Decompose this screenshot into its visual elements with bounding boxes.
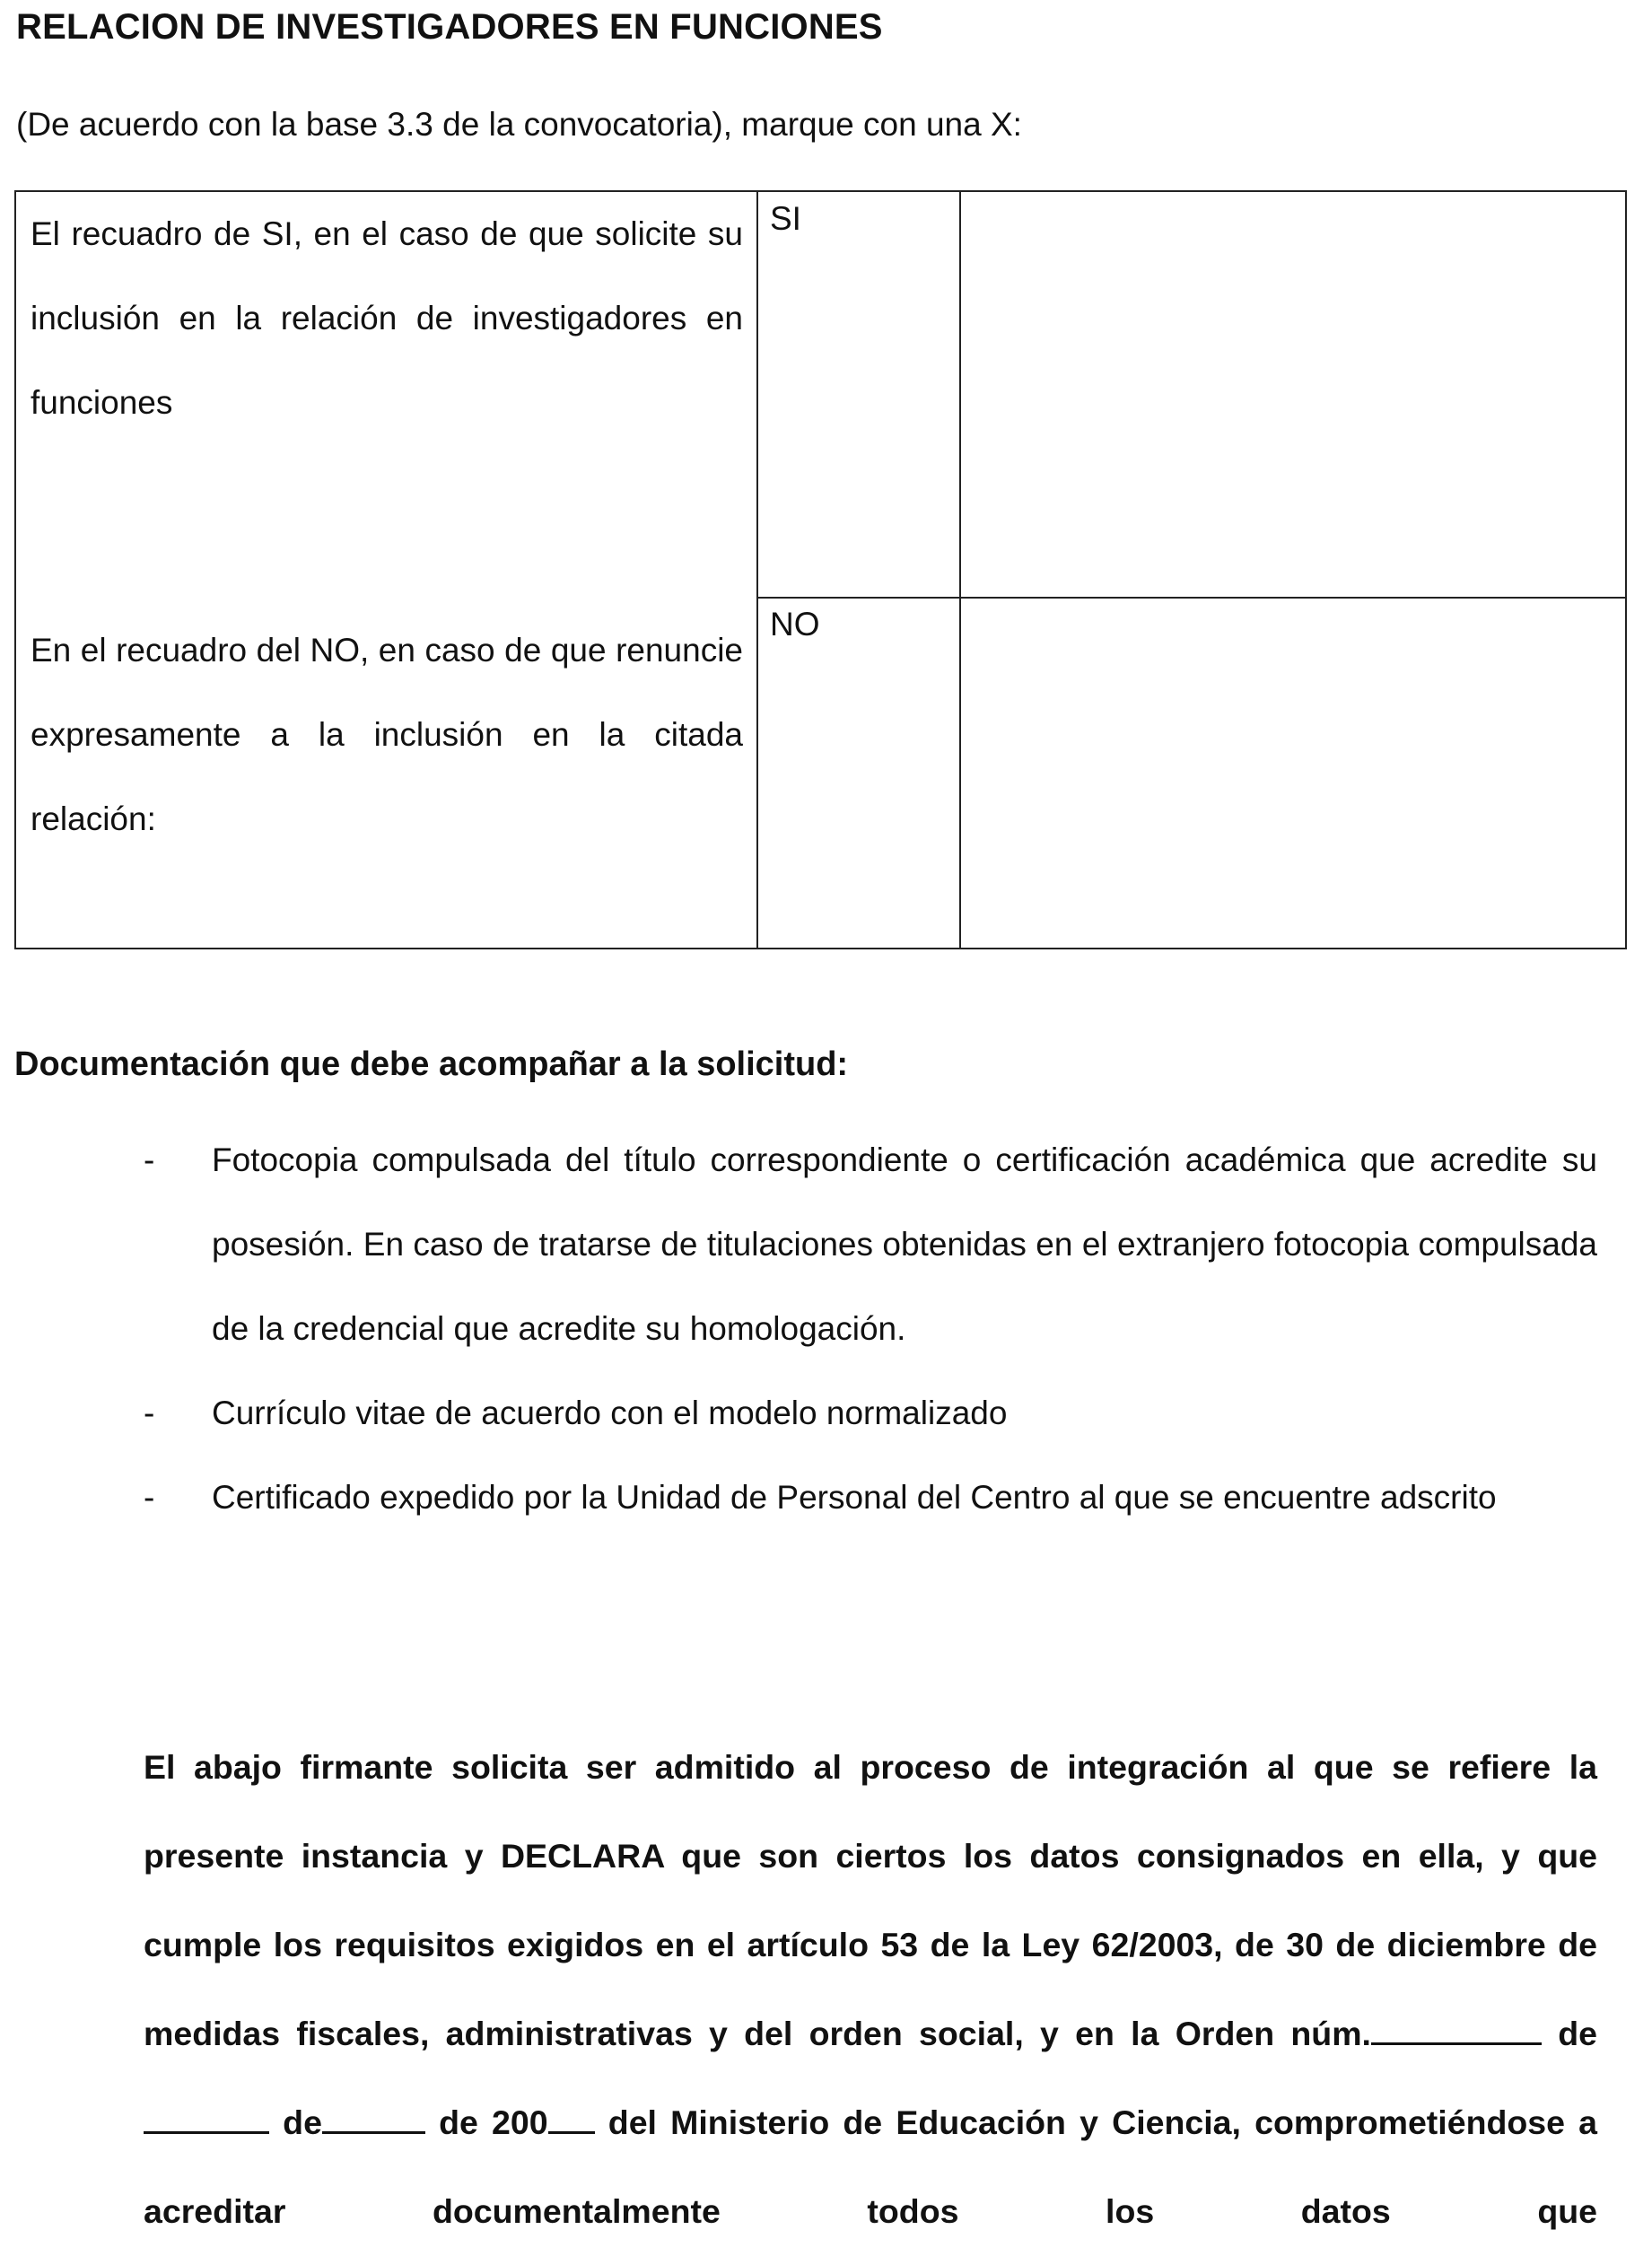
declaration-text-2: del Ministerio de Educación y Ciencia, comprometiéndose a acreditar documentalmente todos los datos que	[144, 2103, 1598, 2230]
documentation-title: Documentación que debe acompañar a la solicitud:	[14, 1045, 849, 1083]
year-prefix: de 200	[439, 2103, 548, 2141]
selection-table	[14, 190, 1627, 949]
table-divider-2	[959, 192, 961, 948]
intro-text: (De acuerdo con la base 3.3 de la convocatoria), marque con una X:	[16, 106, 1022, 143]
list-item	[144, 1371, 1597, 1456]
declaration-text-1: El abajo firmante solicita ser admitido al proceso de integración al que se refiere la presente instancia y DECLARA que son ciertos los datos consignados en ella, y que cumple los requisitos exigidos en el artículo 53 de la Ley 62/2003, de 30 de diciembre de medidas fiscales, administrativas y del orden social, y en la Orden	[144, 1748, 1597, 2052]
list-item-text: Currículo vitae de acuerdo con el modelo normalizado	[212, 1395, 1008, 1431]
de-label-2: de	[283, 2103, 322, 2141]
list-item-text: Certificado expedido por la Unidad de Personal del Centro al que se encuentre adscrito	[212, 1479, 1497, 1516]
year-blank	[548, 2104, 595, 2134]
table-divider-1	[756, 192, 758, 948]
page-title: RELACION DE INVESTIGADORES EN FUNCIONES	[16, 7, 883, 47]
no-description: En el recuadro del NO, en caso de que renuncie expresamente a la inclusión en la citada relación:	[31, 632, 743, 837]
declaration-paragraph	[144, 1723, 1597, 2256]
order-number-blank	[1371, 2016, 1542, 2045]
month-blank	[322, 2104, 425, 2134]
si-label: SI	[770, 200, 801, 237]
list-item	[144, 1118, 1597, 1371]
table-row-divider	[756, 597, 1625, 599]
list-bullet: -	[144, 1395, 155, 1431]
de-label-1: de	[1558, 2015, 1597, 2052]
list-bullet: -	[144, 1479, 155, 1516]
documentation-list	[144, 1118, 1597, 1540]
list-bullet: -	[144, 1141, 155, 1178]
day-blank	[144, 2104, 269, 2134]
si-description: El recuadro de SI, en el caso de que solicite su inclusión en la relación de investigadores en funciones	[31, 215, 743, 421]
list-item-text: Fotocopia compulsada del título correspondiente o certificación académica que acredite su posesión. En caso de tratarse de titulaciones obtenidas en el extranjero fotocopia compulsada de la credencial que acredite su homologación.	[212, 1141, 1597, 1347]
order-number-label: núm.	[1290, 2015, 1371, 2052]
no-label: NO	[770, 606, 820, 643]
list-item	[144, 1456, 1597, 1540]
